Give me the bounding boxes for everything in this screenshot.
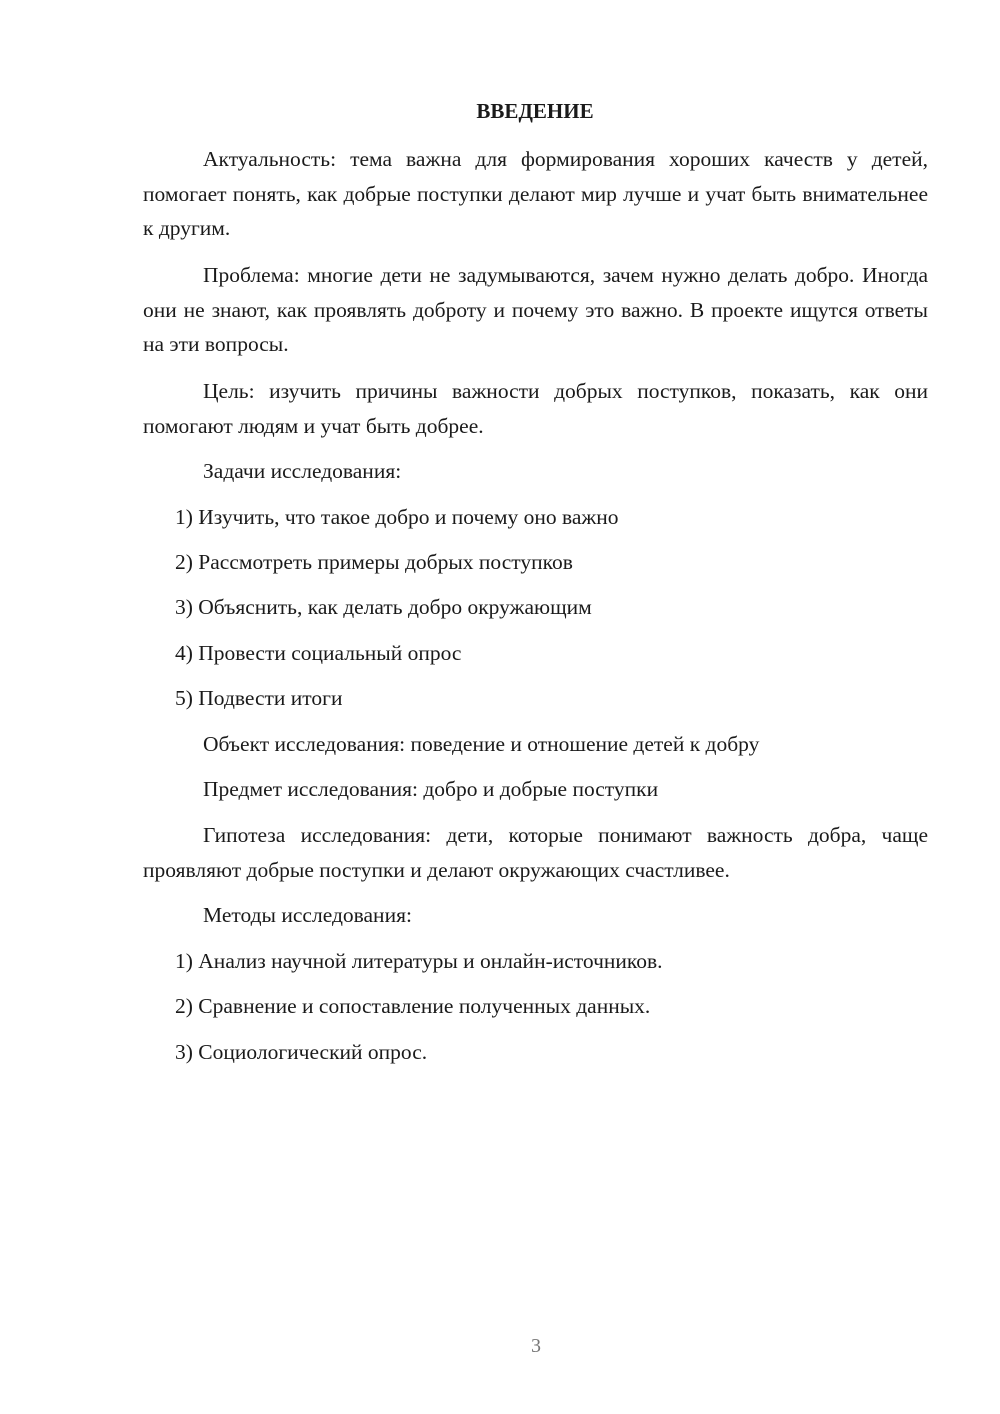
task-item: 3) Объяснить, как делать добро окружающим (175, 595, 592, 619)
page-number: 3 (531, 1335, 541, 1357)
problem-paragraph: Проблема: многие дети не задумываются, зачем нужно делать добро. Иногда они не знают, как проявлять доброту и почему это важно. В проекте ищутся ответы на эти вопросы. (143, 263, 928, 356)
task-item: 2) Рассмотреть примеры добрых поступков (175, 550, 573, 574)
method-item: 2) Сравнение и сопоставление полученных данных. (175, 994, 651, 1018)
method-item: 3) Социологический опрос. (175, 1040, 428, 1064)
task-item: 5) Подвести итоги (175, 686, 343, 710)
task-item: 4) Провести социальный опрос (175, 641, 462, 665)
hypothesis-paragraph: Гипотеза исследования: дети, которые понимают важность добра, чаще проявляют добрые поступки и делают окружающих счастливее. (143, 823, 928, 882)
goal-paragraph: Цель: изучить причины важности добрых поступков, показать, как они помогают людям и учат быть добрее. (143, 379, 928, 438)
tasks-heading: Задачи исследования: (203, 459, 402, 483)
relevance-paragraph: Актуальность: тема важна для формирования хороших качеств у детей, помогает понять, как добрые поступки делают мир лучше и учат быть внимательнее к другим. (143, 147, 928, 240)
task-item: 1) Изучить, что такое добро и почему оно важно (175, 505, 619, 529)
methods-heading: Методы исследования: (203, 903, 412, 927)
subject-line: Предмет исследования: добро и добрые поступки (203, 777, 659, 801)
page-title: ВВЕДЕНИЕ (476, 99, 594, 123)
method-item: 1) Анализ научной литературы и онлайн-источников. (175, 949, 663, 973)
object-line: Объект исследования: поведение и отношение детей к добру (203, 732, 760, 756)
